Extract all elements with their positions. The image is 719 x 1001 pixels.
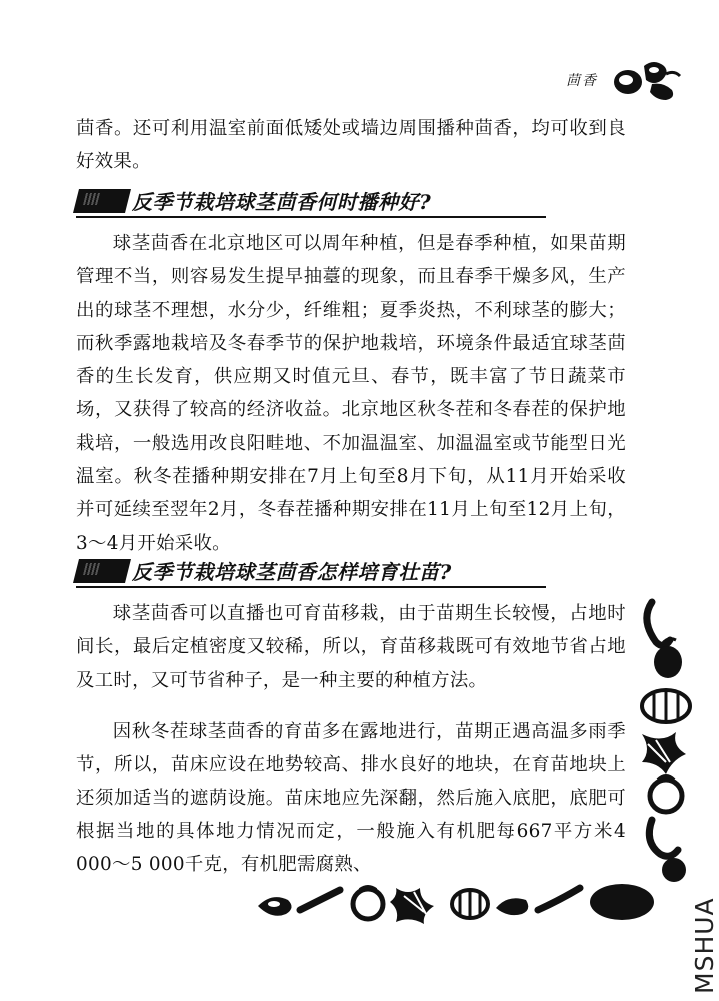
running-head bbox=[506, 54, 686, 104]
question-heading-text: 反季节栽培球茎茴香何时播种好? bbox=[132, 190, 432, 214]
watermark bbox=[664, 866, 719, 994]
watermark-text: MSHUA bbox=[690, 897, 719, 994]
question-heading-1 bbox=[76, 186, 546, 218]
running-head-title: 茴香 bbox=[566, 73, 598, 89]
intro-text: 茴香。还可利用温室前面低矮处或墙边周围播种茴香，均可收到良好效果。 bbox=[76, 118, 626, 173]
vegetable-border-side-icon bbox=[634, 598, 694, 883]
answer-2-paragraph-2 bbox=[76, 715, 626, 881]
heading-rule bbox=[76, 216, 546, 218]
question-marker-icon bbox=[73, 189, 131, 213]
vegetable-ornament-icon bbox=[606, 56, 686, 104]
answer-2-text-2: 因秋冬茬球茎茴香的育苗多在露地进行，苗期正遇高温多雨季节，所以，苗床应设在地势较高、排水良好的地块，在育苗地块上还须加适当的遮荫设施。苗床地应先深翻，然后施入底肥，底肥可根据当地的具体地力情况而定，一般施入有机肥每667平方米4 000～5 000千克，有机肥需腐熟、 bbox=[76, 721, 626, 876]
answer-1-text: 球茎茴香在北京地区可以周年种植，但是春季种植，如果苗期管理不当，则容易发生提早抽薹的现象，而且春季干燥多风，生产出的球茎不理想，水分少，纤维粗；夏季炎热，不利球茎的膨大；而秋季露地栽培及冬春季节的保护地栽培，环境条件最适宜球茎茴香的生长发育，供应期又时值元旦、春节，既丰富了节日蔬菜市场，又获得了较高的经济收益。北京地区秋冬茬和冬春茬的保护地栽培，一般选用改良阳畦地、不加温温室、加温温室或节能型日光温室。秋冬茬播种期安排在7月上旬至8月下旬，从11月开始采收并可延续至翌年2月，冬春茬播种期安排在11月上旬至12月上旬，3～4月开始采收。 bbox=[76, 233, 626, 554]
question-marker-icon bbox=[73, 559, 131, 583]
vegetable-border-bottom-icon bbox=[256, 880, 656, 924]
answer-2-paragraph-1 bbox=[76, 597, 626, 697]
intro-paragraph bbox=[76, 112, 626, 179]
answer-2-text-1: 球茎茴香可以直播也可育苗移栽，由于苗期生长较慢，占地时间长，最后定植密度又较稀，所以，育苗移栽既可有效地节省占地及工时，又可节省种子，是一种主要的种植方法。 bbox=[76, 603, 626, 691]
question-heading-2 bbox=[76, 556, 546, 588]
question-heading-text: 反季节栽培球茎茴香怎样培育壮苗? bbox=[132, 560, 452, 584]
answer-1-paragraph bbox=[76, 227, 626, 560]
heading-rule bbox=[76, 586, 546, 588]
